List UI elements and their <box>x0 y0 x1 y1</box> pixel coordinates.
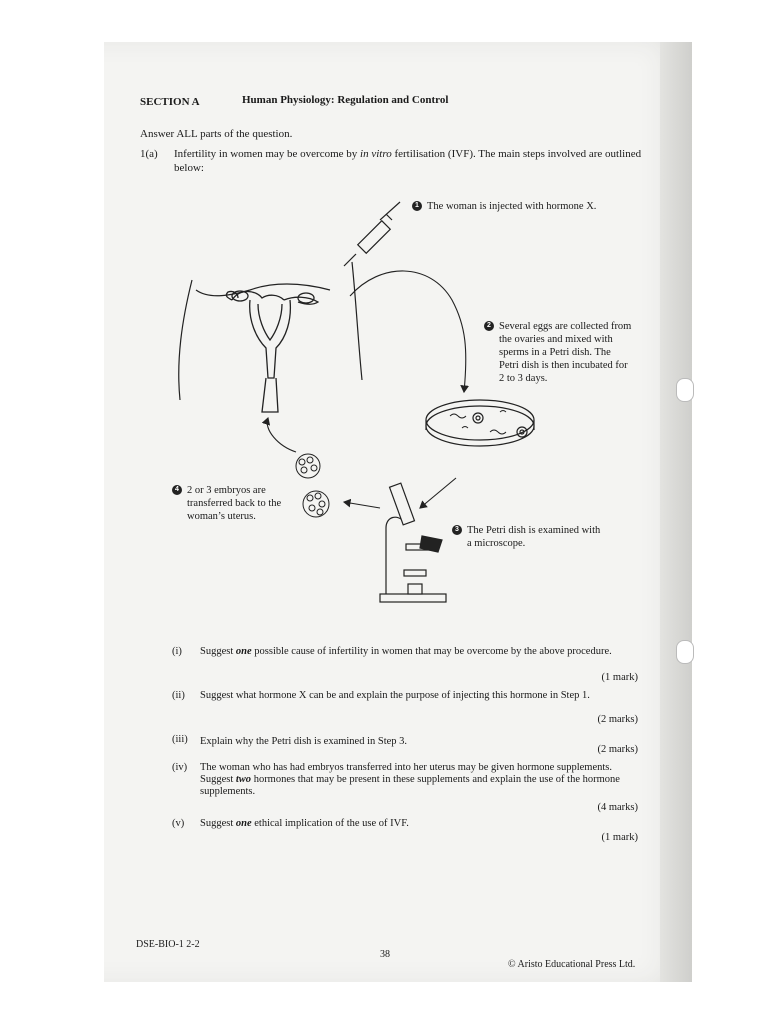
footer-code: DSE-BIO-1 2-2 <box>136 939 200 950</box>
subq-v-number: (v) <box>172 818 185 829</box>
arrow-to-microscope <box>420 478 456 508</box>
subq-iv-marks: (4 marks) <box>597 802 638 813</box>
subq-iii-number: (iii) <box>172 734 188 745</box>
microscope-illustration <box>380 483 446 602</box>
embryo-illustration <box>296 454 329 517</box>
syringe-illustration <box>344 202 400 266</box>
footer-page-number: 38 <box>380 949 390 960</box>
subq-v-text: Suggest one ethical implication of the use of IVF. <box>200 818 409 829</box>
subq-i-text: Suggest one possible cause of infertility in women that may be overcome by the above procedure. <box>200 646 612 657</box>
subq-iv-number: (iv) <box>172 762 188 773</box>
arrow-to-petri-dish <box>350 271 466 392</box>
step-2: 2 Several eggs are collected from the ovaries and mixed with sperms in a Petri dish. The Petri dish is then incubated for 2 to 3 days. <box>484 320 631 385</box>
instructions: Answer ALL parts of the question. <box>140 128 293 140</box>
question-intro-line2: below: <box>174 162 204 174</box>
step-4: 4 2 or 3 embryos are transferred back to the woman’s uterus. <box>172 484 281 523</box>
step-1: 1 The woman is injected with hormone X. <box>412 200 596 213</box>
woman-body-outline <box>179 262 362 400</box>
subq-iv-text: The woman who has had embryos transferred into her uterus may be given hormone supplements. Suggest two hormones that may be present in these supplements and explain the use of the hormone supplements. <box>200 762 620 797</box>
subq-i-number: (i) <box>172 646 182 657</box>
subq-ii-number: (ii) <box>172 690 185 701</box>
subq-ii-text: Suggest what hormone X can be and explain the purpose of injecting this hormone in Step 1. <box>200 690 590 701</box>
subq-v-marks: (1 mark) <box>601 832 638 843</box>
subq-i-marks: (1 mark) <box>601 672 638 683</box>
subq-ii-marks: (2 marks) <box>597 714 638 725</box>
footer-publisher: © Aristo Educational Press Ltd. <box>508 959 636 970</box>
section-label: SECTION A <box>140 96 200 108</box>
question-intro: Infertility in women may be overcome by in vitro fertilisation (IVF). The main steps involved are outlined <box>174 148 642 160</box>
subq-iii-marks: (2 marks) <box>597 744 638 755</box>
petri-dish-illustration <box>426 400 534 446</box>
subq-iii-text: Explain why the Petri dish is examined in Step 3. <box>200 736 408 747</box>
question-number: 1(a) <box>140 148 158 160</box>
step-3: 3 The Petri dish is examined with a microscope. <box>452 524 600 550</box>
arrow-to-embryos <box>344 502 380 508</box>
section-title: Human Physiology: Regulation and Control <box>242 94 449 106</box>
arrow-to-uterus <box>267 418 296 452</box>
uterus-illustration <box>226 291 318 412</box>
